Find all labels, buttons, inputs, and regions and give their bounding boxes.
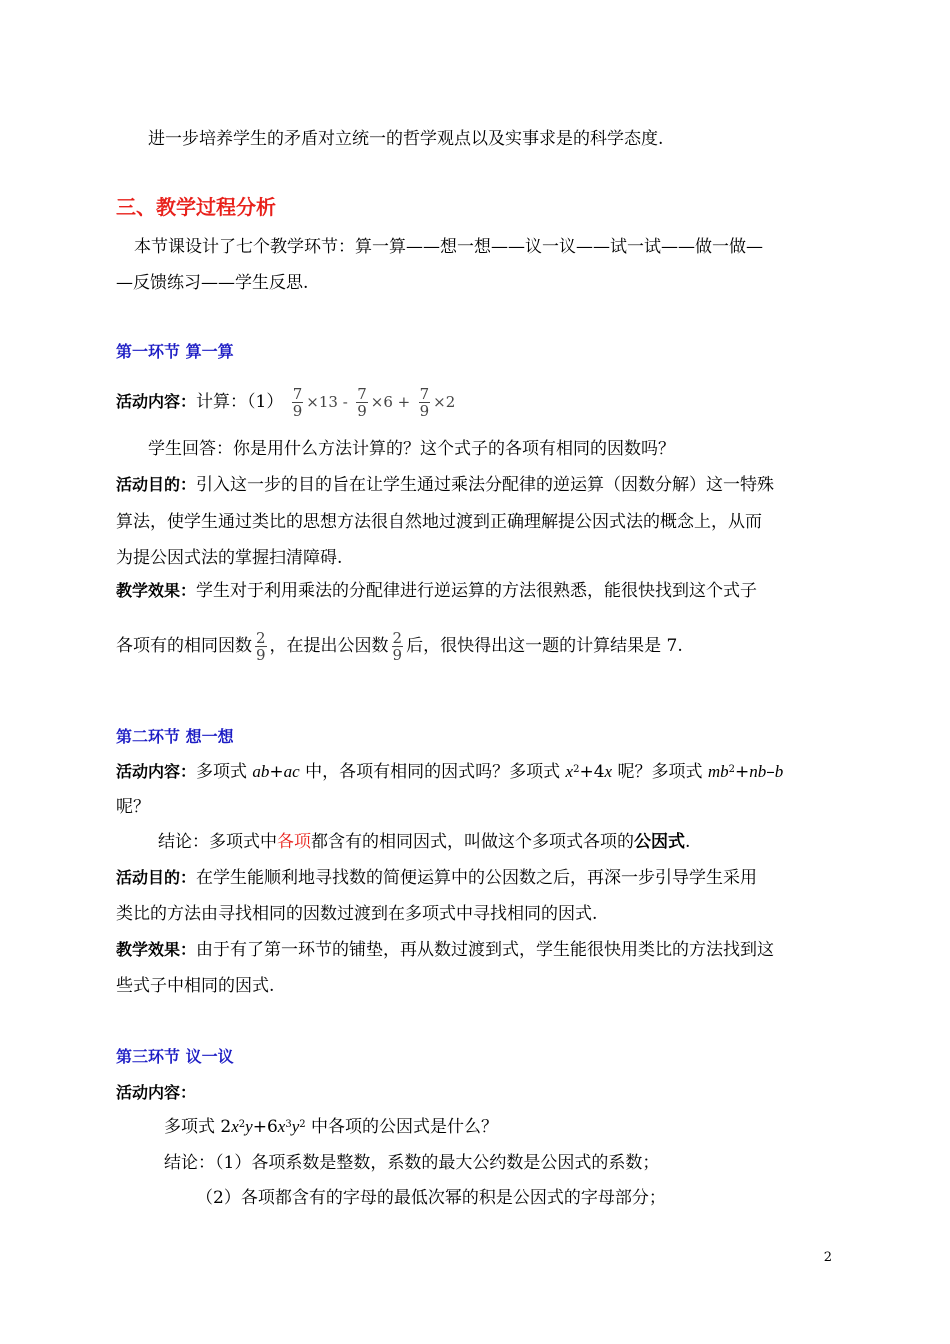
content-label: 活动内容： xyxy=(116,392,197,411)
link1-effect-1: 教学效果：学生对于利用乘法的分配律进行逆运算的方法很熟悉，能很快找到这个式子 xyxy=(116,581,758,601)
intro-line: 进一步培养学生的矛盾对立统一的哲学观点以及实事求是的科学态度. xyxy=(148,129,664,149)
link2-title: 第二环节 想一想 xyxy=(116,727,234,746)
expr-term: ×13 - xyxy=(306,393,348,411)
fraction: $\frac{7}{9}$ xyxy=(419,385,430,420)
content-label: 活动内容： xyxy=(116,762,197,781)
link2-purpose-1: 活动目的：在学生能顺利地寻找数的简便运算中的公因数之后，再深一步引导学生采用 xyxy=(116,868,758,888)
link1-content xyxy=(116,386,455,419)
page-number: 2 xyxy=(823,1250,832,1265)
purpose-label: 活动目的： xyxy=(116,868,197,887)
link1-purpose-2: 算法，使学生通过类比的思想方法很自然地过渡到正确理解提公因式法的概念上，从而 xyxy=(116,512,762,532)
link2-content-1: 活动内容：多项式 ab+ac 中，各项有相同的因式吗？多项式 $x^2+4x$ 呢？多项式 $mb^2+nb-b$ xyxy=(116,762,784,782)
section-title: 三、教学过程分析 xyxy=(116,195,276,219)
link1-purpose-1: 活动目的：引入这一步的目的旨在让学生通过乘法分配律的逆运算（因数分解）这一特殊 xyxy=(116,475,775,495)
link2-effect-1: 教学效果：由于有了第一环节的铺垫，再从数过渡到式，学生能很快用类比的方法找到这 xyxy=(116,940,775,960)
link2-purpose-2: 类比的方法由寻找相同的因数过渡到在多项式中寻找相同的因式. xyxy=(116,904,598,924)
overview-line-2: —反馈练习——学生反思. xyxy=(116,273,309,293)
effect-label: 教学效果： xyxy=(116,940,197,959)
link1-title: 第一环节 算一算 xyxy=(116,342,234,361)
link2-content-2: 呢？ xyxy=(116,797,150,817)
link2-effect-2: 些式子中相同的因式. xyxy=(116,976,275,996)
fraction: $\frac{2}{9}$ xyxy=(256,629,266,664)
fraction: $\frac{2}{9}$ xyxy=(392,629,403,664)
link3-content-label: 活动内容： xyxy=(116,1083,197,1102)
link2-conclusion: 结论：多项式中各项都含有的相同因式，叫做这个多项式各项的公因式. xyxy=(158,832,691,852)
effect-label: 教学效果： xyxy=(116,581,197,600)
expr-term: ×6 + xyxy=(370,393,411,411)
link1-effect-2: 各项有的相同因数 $\frac{2}{9}$ ，在提出公因数 $\frac{2}{9}$ 后，很快得出这一题的计算结果是 7. xyxy=(116,629,683,664)
link1-question: 学生回答：你是用什么方法计算的？这个式子的各项有相同的因数吗？ xyxy=(148,439,675,459)
link1-purpose-3: 为提公因式法的掌握扫清障碍. xyxy=(116,548,343,568)
link3-title: 第三环节 议一议 xyxy=(116,1047,234,1066)
link3-conclusion-2: （2）各项都含有的字母的最低次幂的积是公因式的字母部分； xyxy=(196,1188,666,1208)
link3-question: 多项式 $2x^2y+6x^3y^2$ 中各项的公因式是什么？ xyxy=(164,1117,499,1137)
calc-prefix: 计算：（1） xyxy=(196,392,284,412)
fraction: $\frac{7}{9}$ xyxy=(292,385,303,420)
overview-line-1: 本节课设计了七个教学环节：算一算——想一想——议一议——试一试——做一做— xyxy=(134,237,763,257)
fraction: $\frac{7}{9}$ xyxy=(357,385,367,420)
expr-term: ×2 xyxy=(433,393,456,411)
link3-conclusion-1: 结论：（1）各项系数是整数，系数的最大公约数是公因式的系数； xyxy=(164,1153,660,1173)
purpose-label: 活动目的： xyxy=(116,475,197,494)
